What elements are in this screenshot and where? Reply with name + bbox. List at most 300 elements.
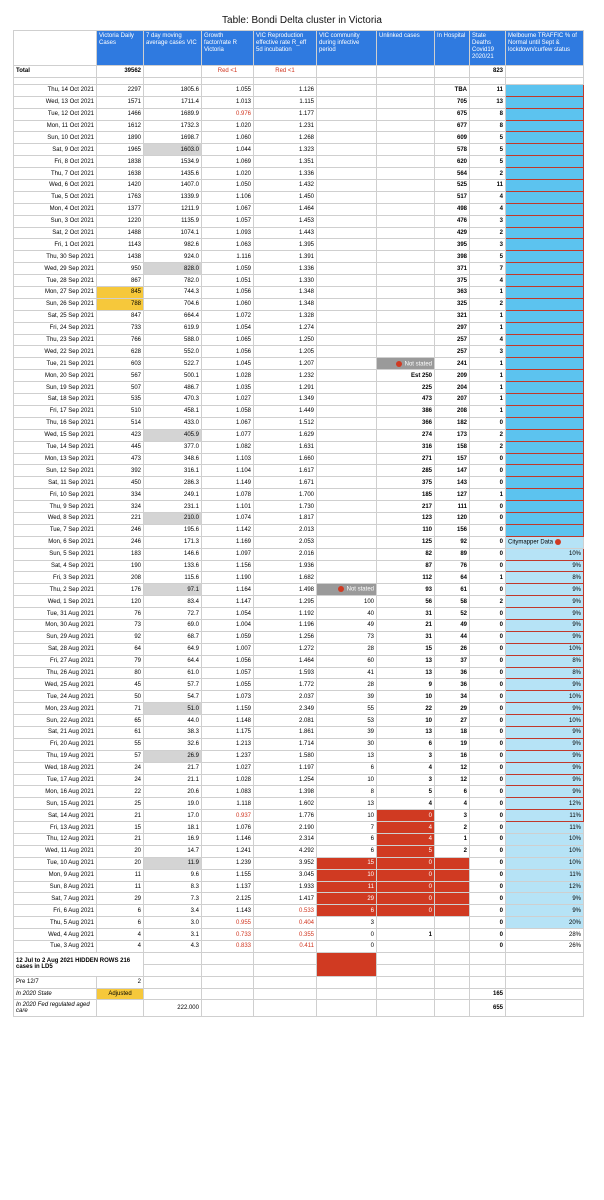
- row-date: Tue, 31 Aug 2021: [14, 608, 97, 620]
- row-reff: 1.192: [254, 608, 317, 620]
- row-community: 60: [317, 655, 377, 667]
- row-deaths: 7: [470, 263, 506, 275]
- row-unlinked: [377, 251, 435, 263]
- row-unlinked: 112: [377, 572, 435, 584]
- row-deaths: 0: [470, 655, 506, 667]
- total-reff-note: Red <1: [254, 66, 317, 78]
- row-avg: 210.0: [144, 512, 202, 524]
- table-row: [14, 548, 584, 560]
- row-deaths: 1: [470, 394, 506, 406]
- row-avg: 286.3: [144, 477, 202, 489]
- row-deaths: 0: [470, 679, 506, 691]
- row-date: Mon, 9 Aug 2021: [14, 869, 97, 881]
- row-cases: 450: [97, 477, 144, 489]
- row-reff: 0.355: [254, 929, 317, 941]
- row-community: [317, 524, 377, 536]
- row-date: Tue, 17 Aug 2021: [14, 774, 97, 786]
- row-hospital: 525: [435, 180, 470, 192]
- row-growth: 1.137: [202, 881, 254, 893]
- row-traffic: 10%: [506, 643, 584, 655]
- row-community: [317, 227, 377, 239]
- row-unlinked: [377, 917, 435, 929]
- row-deaths: 0: [470, 417, 506, 429]
- row-hospital: 147: [435, 465, 470, 477]
- row-traffic: [506, 156, 584, 168]
- row-deaths: 0: [470, 619, 506, 631]
- row-cases: 208: [97, 572, 144, 584]
- row-growth: 1.050: [202, 180, 254, 192]
- table-row: [14, 584, 584, 596]
- row-avg: 588.0: [144, 334, 202, 346]
- row-community: 10: [317, 774, 377, 786]
- table-row: [14, 263, 584, 275]
- row-growth: 1.116: [202, 251, 254, 263]
- row-hospital: 36: [435, 679, 470, 691]
- table-row: [14, 679, 584, 691]
- row-reff: 1.272: [254, 643, 317, 655]
- row-traffic: [506, 489, 584, 501]
- row-community: [317, 429, 377, 441]
- row-hospital: 675: [435, 108, 470, 120]
- row-hospital: 677: [435, 120, 470, 132]
- row-date: Fri, 13 Aug 2021: [14, 822, 97, 834]
- row-cases: 21: [97, 834, 144, 846]
- row-traffic: 9%: [506, 596, 584, 608]
- table-row: [14, 275, 584, 287]
- table-row: [14, 346, 584, 358]
- row-cases: 1965: [97, 144, 144, 156]
- row-date: Sat, 28 Aug 2021: [14, 643, 97, 655]
- row-avg: 38.3: [144, 726, 202, 738]
- row-date: Mon, 20 Sep 2021: [14, 370, 97, 382]
- row-traffic: [506, 512, 584, 524]
- row-deaths: 0: [470, 941, 506, 953]
- unlinked-not-stated: [377, 358, 435, 370]
- row-unlinked: 271: [377, 453, 435, 465]
- row-community: 6: [317, 762, 377, 774]
- row-traffic: 28%: [506, 929, 584, 941]
- row-avg: 171.3: [144, 536, 202, 548]
- row-reff: 1.398: [254, 786, 317, 798]
- header-row: [14, 31, 584, 66]
- row-reff: 1.395: [254, 239, 317, 251]
- row-reff: 1.660: [254, 453, 317, 465]
- row-reff: 1.336: [254, 263, 317, 275]
- row-deaths: 11: [470, 180, 506, 192]
- row-unlinked: [377, 108, 435, 120]
- row-traffic: 12%: [506, 881, 584, 893]
- row-unlinked: 21: [377, 619, 435, 631]
- row-deaths: 0: [470, 845, 506, 857]
- row-deaths: 1: [470, 370, 506, 382]
- table-row: [14, 239, 584, 251]
- row-avg: 83.4: [144, 596, 202, 608]
- row-cases: 392: [97, 465, 144, 477]
- row-cases: 845: [97, 287, 144, 299]
- row-unlinked: 0: [377, 857, 435, 869]
- row-avg: 69.0: [144, 619, 202, 631]
- row-community: [317, 239, 377, 251]
- row-cases: 514: [97, 417, 144, 429]
- row-community: [317, 394, 377, 406]
- row-date: Sat, 2 Oct 2021: [14, 227, 97, 239]
- red-dot-icon: [338, 586, 344, 592]
- row-community: [317, 251, 377, 263]
- table-row: [14, 834, 584, 846]
- row-reff: 1.115: [254, 96, 317, 108]
- row-community: 13: [317, 750, 377, 762]
- row-deaths: 0: [470, 738, 506, 750]
- row-growth: 1.118: [202, 798, 254, 810]
- state-deaths: 165: [470, 988, 506, 1000]
- row-date: Thu, 9 Sep 2021: [14, 501, 97, 513]
- row-reff: 1.205: [254, 346, 317, 358]
- row-traffic: 10%: [506, 715, 584, 727]
- row-growth: 1.169: [202, 536, 254, 548]
- row-reff: 1.274: [254, 322, 317, 334]
- row-unlinked: [377, 227, 435, 239]
- row-reff: 2.190: [254, 822, 317, 834]
- row-growth: 1.054: [202, 322, 254, 334]
- row-community: [317, 572, 377, 584]
- row-unlinked: [377, 156, 435, 168]
- row-growth: 1.004: [202, 619, 254, 631]
- row-date: Fri, 10 Sep 2021: [14, 489, 97, 501]
- row-deaths: 0: [470, 512, 506, 524]
- row-deaths: 0: [470, 893, 506, 905]
- row-date: Thu, 5 Aug 2021: [14, 917, 97, 929]
- row-cases: 21: [97, 810, 144, 822]
- row-cases: 1838: [97, 156, 144, 168]
- row-cases: 4: [97, 929, 144, 941]
- row-avg: 704.6: [144, 298, 202, 310]
- row-hospital: [435, 905, 470, 917]
- row-growth: 1.175: [202, 726, 254, 738]
- row-cases: 120: [97, 596, 144, 608]
- row-growth: 1.078: [202, 489, 254, 501]
- row-community: [317, 477, 377, 489]
- row-unlinked: [377, 322, 435, 334]
- table-row: [14, 120, 584, 132]
- row-cases: 1488: [97, 227, 144, 239]
- row-growth: 1.056: [202, 655, 254, 667]
- row-traffic: [506, 144, 584, 156]
- row-growth: 1.054: [202, 608, 254, 620]
- table-row: [14, 370, 584, 382]
- state-label: In 2020 State: [14, 988, 97, 1000]
- row-growth: 1.106: [202, 191, 254, 203]
- row-growth: 1.143: [202, 905, 254, 917]
- row-deaths: 0: [470, 453, 506, 465]
- row-unlinked: [377, 941, 435, 953]
- row-date: Wed, 1 Sep 2021: [14, 596, 97, 608]
- row-unlinked: [377, 263, 435, 275]
- row-deaths: 0: [470, 834, 506, 846]
- row-traffic: [506, 322, 584, 334]
- row-traffic: [506, 465, 584, 477]
- row-unlinked: [377, 239, 435, 251]
- row-cases: 4: [97, 941, 144, 953]
- row-growth: 1.241: [202, 845, 254, 857]
- row-unlinked: [377, 180, 435, 192]
- cluster-table: [13, 30, 584, 1017]
- row-hospital: 58: [435, 596, 470, 608]
- table-row: [14, 298, 584, 310]
- row-reff: 1.629: [254, 429, 317, 441]
- row-deaths: 0: [470, 750, 506, 762]
- row-avg: 405.9: [144, 429, 202, 441]
- row-growth: 1.142: [202, 524, 254, 536]
- row-avg: 195.6: [144, 524, 202, 536]
- row-date: Sat, 14 Aug 2021: [14, 810, 97, 822]
- row-date: Sat, 11 Sep 2021: [14, 477, 97, 489]
- row-hospital: 36: [435, 667, 470, 679]
- header-deaths: State Deaths Covid19 2020/21: [470, 31, 506, 66]
- row-growth: 1.060: [202, 298, 254, 310]
- row-avg: 21.7: [144, 762, 202, 774]
- row-avg: 458.1: [144, 405, 202, 417]
- row-community: 41: [317, 667, 377, 679]
- table-row: [14, 405, 584, 417]
- row-unlinked: 4: [377, 762, 435, 774]
- row-cases: 1571: [97, 96, 144, 108]
- row-traffic: [506, 524, 584, 536]
- row-avg: 1698.7: [144, 132, 202, 144]
- row-community: 39: [317, 691, 377, 703]
- row-traffic: [506, 429, 584, 441]
- row-community: [317, 203, 377, 215]
- table-row: [14, 798, 584, 810]
- row-deaths: 2: [470, 429, 506, 441]
- row-deaths: 8: [470, 120, 506, 132]
- row-cases: 20: [97, 857, 144, 869]
- row-growth: 1.159: [202, 703, 254, 715]
- row-avg: 1732.3: [144, 120, 202, 132]
- row-deaths: 0: [470, 631, 506, 643]
- row-traffic: 9%: [506, 703, 584, 715]
- row-hospital: 26: [435, 643, 470, 655]
- row-deaths: 2: [470, 298, 506, 310]
- row-traffic: 10%: [506, 845, 584, 857]
- table-row: [14, 738, 584, 750]
- row-unlinked: 0: [377, 893, 435, 905]
- row-cases: 11: [97, 869, 144, 881]
- table-row: [14, 845, 584, 857]
- row-cases: 1220: [97, 215, 144, 227]
- row-growth: 1.055: [202, 679, 254, 691]
- row-deaths: 0: [470, 917, 506, 929]
- row-cases: 324: [97, 501, 144, 513]
- row-hospital: 517: [435, 191, 470, 203]
- row-date: Mon, 30 Aug 2021: [14, 619, 97, 631]
- row-unlinked: 15: [377, 643, 435, 655]
- row-traffic: 11%: [506, 810, 584, 822]
- footer-pre-row: [14, 976, 584, 988]
- row-growth: 1.147: [202, 596, 254, 608]
- row-unlinked: 3: [377, 750, 435, 762]
- row-community: 30: [317, 738, 377, 750]
- row-growth: 0.937: [202, 810, 254, 822]
- table-row: [14, 596, 584, 608]
- row-traffic: [506, 120, 584, 132]
- row-traffic: [506, 370, 584, 382]
- table-row: [14, 382, 584, 394]
- row-date: Sat, 9 Oct 2021: [14, 144, 97, 156]
- row-avg: 44.0: [144, 715, 202, 727]
- row-hospital: 156: [435, 524, 470, 536]
- row-reff: 1.391: [254, 251, 317, 263]
- row-traffic: [506, 96, 584, 108]
- row-unlinked: [377, 84, 435, 96]
- row-avg: 1407.0: [144, 180, 202, 192]
- row-date: Thu, 23 Sep 2021: [14, 334, 97, 346]
- row-hospital: 609: [435, 132, 470, 144]
- row-community: [317, 156, 377, 168]
- table-row: [14, 536, 584, 548]
- row-unlinked: 31: [377, 608, 435, 620]
- row-avg: 72.7: [144, 608, 202, 620]
- hidden-rows-note: 12 Jul to 2 Aug 2021 HIDDEN ROWS 216 cases in LD5: [14, 952, 144, 976]
- row-hospital: 363: [435, 287, 470, 299]
- row-date: Thu, 19 Aug 2021: [14, 750, 97, 762]
- table-row: [14, 453, 584, 465]
- not-stated-label: Not stated: [404, 361, 432, 368]
- row-cases: 507: [97, 382, 144, 394]
- table-row: [14, 477, 584, 489]
- table-row: [14, 917, 584, 929]
- row-community: [317, 108, 377, 120]
- row-unlinked: 225: [377, 382, 435, 394]
- row-deaths: 0: [470, 857, 506, 869]
- row-reff: 1.861: [254, 726, 317, 738]
- row-community: 28: [317, 643, 377, 655]
- row-deaths: 5: [470, 156, 506, 168]
- row-community: 6: [317, 845, 377, 857]
- row-hospital: 476: [435, 215, 470, 227]
- table-row: [14, 251, 584, 263]
- row-cases: 6: [97, 917, 144, 929]
- row-date: Tue, 21 Sep 2021: [14, 358, 97, 370]
- row-traffic: 9%: [506, 679, 584, 691]
- row-community: [317, 132, 377, 144]
- row-hospital: [435, 929, 470, 941]
- row-growth: 0.976: [202, 108, 254, 120]
- row-deaths: 0: [470, 584, 506, 596]
- row-traffic: [506, 215, 584, 227]
- row-date: Fri, 17 Sep 2021: [14, 405, 97, 417]
- row-community: [317, 334, 377, 346]
- footer-fed-row: [14, 1000, 584, 1017]
- row-cases: 423: [97, 429, 144, 441]
- row-deaths: 0: [470, 524, 506, 536]
- row-avg: 249.1: [144, 489, 202, 501]
- row-cases: 57: [97, 750, 144, 762]
- row-growth: 1.057: [202, 215, 254, 227]
- header-avg: 7 day moving average cases VIC: [144, 31, 202, 66]
- row-community: 40: [317, 608, 377, 620]
- row-community: [317, 84, 377, 96]
- row-traffic: [506, 239, 584, 251]
- row-date: Sun, 26 Sep 2021: [14, 298, 97, 310]
- row-community: 13: [317, 798, 377, 810]
- row-deaths: 0: [470, 667, 506, 679]
- pre-label: Pre 12/7: [14, 976, 97, 988]
- row-unlinked: [377, 120, 435, 132]
- row-unlinked: 0: [377, 905, 435, 917]
- row-cases: 567: [97, 370, 144, 382]
- row-traffic: [506, 334, 584, 346]
- table-row: [14, 726, 584, 738]
- row-avg: 19.0: [144, 798, 202, 810]
- table-row: [14, 287, 584, 299]
- table-row: [14, 786, 584, 798]
- row-hospital: 6: [435, 786, 470, 798]
- row-date: Wed, 4 Aug 2021: [14, 929, 97, 941]
- table-row: [14, 417, 584, 429]
- row-cases: 2297: [97, 84, 144, 96]
- row-unlinked: Est 250: [377, 370, 435, 382]
- row-unlinked: 185: [377, 489, 435, 501]
- row-growth: 0.833: [202, 941, 254, 953]
- row-traffic: 9%: [506, 631, 584, 643]
- row-reff: 1.453: [254, 215, 317, 227]
- row-hospital: 120: [435, 512, 470, 524]
- row-growth: 1.155: [202, 869, 254, 881]
- row-growth: 1.149: [202, 477, 254, 489]
- row-community: [317, 501, 377, 513]
- row-unlinked: 9: [377, 679, 435, 691]
- header-growth: Growth factor/rate R Victoria: [202, 31, 254, 66]
- row-date: Wed, 29 Sep 2021: [14, 263, 97, 275]
- row-deaths: 0: [470, 881, 506, 893]
- row-growth: 1.058: [202, 405, 254, 417]
- row-traffic: [506, 275, 584, 287]
- row-hospital: 127: [435, 489, 470, 501]
- row-avg: 4.3: [144, 941, 202, 953]
- row-reff: 1.349: [254, 394, 317, 406]
- row-reff: 1.776: [254, 810, 317, 822]
- row-cases: 1438: [97, 251, 144, 263]
- row-reff: 1.177: [254, 108, 317, 120]
- row-cases: 64: [97, 643, 144, 655]
- row-community: [317, 275, 377, 287]
- row-community: [317, 548, 377, 560]
- row-avg: 64.9: [144, 643, 202, 655]
- row-hospital: 37: [435, 655, 470, 667]
- row-avg: 61.0: [144, 667, 202, 679]
- row-deaths: 1: [470, 382, 506, 394]
- row-traffic: 11%: [506, 822, 584, 834]
- table-row: [14, 881, 584, 893]
- table-row: [14, 560, 584, 572]
- row-hospital: 2: [435, 822, 470, 834]
- row-community: 0: [317, 929, 377, 941]
- table-row: [14, 619, 584, 631]
- row-date: Mon, 16 Aug 2021: [14, 786, 97, 798]
- row-avg: 231.1: [144, 501, 202, 513]
- table-row: [14, 524, 584, 536]
- row-community: [317, 168, 377, 180]
- row-traffic: [506, 310, 584, 322]
- total-deaths: 823: [470, 66, 506, 78]
- row-traffic: 8%: [506, 667, 584, 679]
- row-deaths: 0: [470, 715, 506, 727]
- row-growth: 1.082: [202, 441, 254, 453]
- row-avg: 782.0: [144, 275, 202, 287]
- row-traffic: [506, 453, 584, 465]
- row-hospital: [435, 917, 470, 929]
- row-reff: 1.682: [254, 572, 317, 584]
